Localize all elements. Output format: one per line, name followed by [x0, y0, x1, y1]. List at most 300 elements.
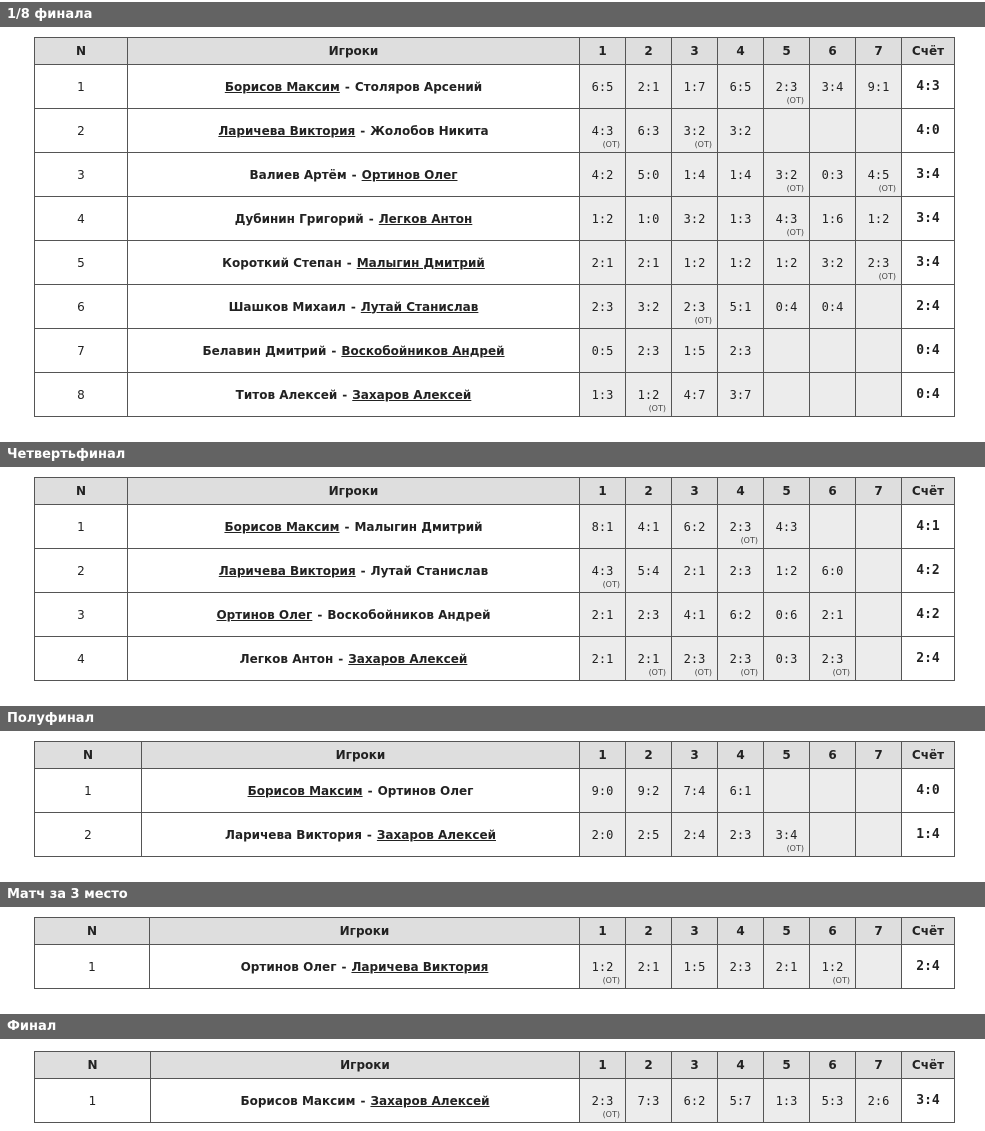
match-players [128, 373, 580, 417]
match-number: 1 [35, 945, 150, 989]
match-total: 4:2 [902, 593, 955, 637]
player-link[interactable]: Ларичева Виктория [351, 959, 489, 974]
game-score-value: 6:5 [591, 79, 614, 94]
game-score-value: 9:0 [591, 783, 614, 798]
overtime-mark: (ОТ) [786, 844, 804, 853]
table-header-row [35, 742, 955, 769]
game-score [856, 153, 902, 197]
match-number: 4 [35, 637, 128, 681]
game-score [810, 373, 856, 417]
table-row [35, 373, 955, 417]
match-total: 4:2 [902, 549, 955, 593]
player-separator: - [360, 1093, 366, 1108]
game-score-value: 6:2 [729, 607, 752, 622]
game-score [672, 197, 718, 241]
game-score-value: 3:2 [683, 211, 706, 226]
game-score-value: 2:1 [591, 607, 614, 622]
column-header-total: Счёт [902, 478, 955, 505]
player-link[interactable]: Легков Антон [378, 211, 473, 226]
column-header-game: 6 [810, 478, 856, 505]
overtime-mark: (ОТ) [648, 404, 666, 413]
game-score-value: 3:2 [683, 123, 706, 138]
game-score [810, 945, 856, 989]
game-score-value: 0:3 [775, 651, 798, 666]
player-name: Лутай Станислав [370, 563, 489, 578]
game-score-value: 4:2 [591, 167, 614, 182]
match-number: 3 [35, 593, 128, 637]
column-header-game: 3 [672, 1052, 718, 1079]
game-score-value: 5:7 [729, 1093, 752, 1108]
game-score [764, 197, 810, 241]
game-score [580, 153, 626, 197]
game-score [764, 1079, 810, 1123]
results-table [34, 917, 955, 989]
game-score [810, 65, 856, 109]
match-total: 4:1 [902, 505, 955, 549]
game-score [856, 65, 902, 109]
match-players [128, 109, 580, 153]
game-score-value: 1:4 [683, 167, 706, 182]
overtime-mark: (ОТ) [694, 140, 712, 149]
game-score [580, 945, 626, 989]
player-name: Воскобойников Андрей [327, 607, 491, 622]
game-score-value: 2:3 [821, 651, 844, 666]
match-players [128, 65, 580, 109]
game-score-value: 4:3 [591, 563, 614, 578]
game-score-value: 1:2 [683, 255, 706, 270]
game-score [810, 329, 856, 373]
match-number: 8 [35, 373, 128, 417]
game-score [672, 241, 718, 285]
table-row [35, 945, 955, 989]
player-link[interactable]: Ларичева Виктория [218, 563, 356, 578]
game-score-value: 1:2 [591, 959, 614, 974]
player-separator: - [341, 959, 347, 974]
match-players [128, 637, 580, 681]
game-score-value: 1:0 [637, 211, 660, 226]
game-score [718, 593, 764, 637]
player-link[interactable]: Воскобойников Андрей [341, 343, 505, 358]
match-total: 2:4 [902, 285, 955, 329]
column-header-n: N [35, 1052, 151, 1079]
game-score [764, 593, 810, 637]
game-score [626, 373, 672, 417]
game-score-value: 4:5 [867, 167, 890, 182]
player-link[interactable]: Борисов Максим [224, 79, 340, 94]
player-name: Малыгин Дмитрий [354, 519, 483, 534]
player-link[interactable]: Захаров Алексей [376, 827, 496, 842]
player-link[interactable]: Ортинов Олег [361, 167, 458, 182]
table-row [35, 285, 955, 329]
player-link[interactable]: Борисов Максим [224, 519, 340, 534]
match-number: 2 [35, 549, 128, 593]
game-score [810, 197, 856, 241]
player-name: Шашков Михаил [228, 299, 346, 314]
column-header-game: 5 [764, 478, 810, 505]
game-score [718, 65, 764, 109]
column-header-total: Счёт [902, 918, 955, 945]
game-score [580, 813, 626, 857]
game-score-value: 2:1 [637, 79, 660, 94]
results-table [34, 477, 955, 681]
column-header-game: 2 [626, 38, 672, 65]
player-name: Титов Алексей [235, 387, 338, 402]
game-score [810, 637, 856, 681]
game-score [626, 241, 672, 285]
game-score [856, 329, 902, 373]
column-header-total: Счёт [902, 38, 955, 65]
game-score [626, 593, 672, 637]
game-score [580, 637, 626, 681]
match-players [128, 197, 580, 241]
player-name: Ортинов Олег [377, 783, 474, 798]
column-header-n: N [35, 742, 142, 769]
table-row [35, 549, 955, 593]
game-score-value: 2:1 [637, 959, 660, 974]
player-link[interactable]: Ларичева Виктория [218, 123, 356, 138]
match-players [128, 549, 580, 593]
player-link[interactable]: Захаров Алексей [370, 1093, 490, 1108]
column-header-n: N [35, 38, 128, 65]
game-score-value: 2:0 [591, 827, 614, 842]
match-number: 1 [35, 769, 142, 813]
game-score-value: 1:2 [637, 387, 660, 402]
game-score [626, 813, 672, 857]
game-score [810, 153, 856, 197]
results-table [34, 1051, 955, 1123]
game-score-value: 1:7 [683, 79, 706, 94]
game-score-value: 8:1 [591, 519, 614, 534]
game-score [764, 813, 810, 857]
player-separator: - [351, 167, 357, 182]
game-score [626, 109, 672, 153]
column-header-game: 2 [626, 1052, 672, 1079]
game-score-value: 5:1 [729, 299, 752, 314]
game-score [672, 373, 718, 417]
game-score-value: 7:4 [683, 783, 706, 798]
player-separator: - [366, 827, 372, 842]
game-score [856, 373, 902, 417]
game-score [626, 153, 672, 197]
table-row [35, 505, 955, 549]
game-score [810, 549, 856, 593]
game-score [672, 329, 718, 373]
column-header-game: 1 [580, 918, 626, 945]
column-header-game: 1 [580, 38, 626, 65]
overtime-mark: (ОТ) [832, 668, 850, 677]
game-score [764, 637, 810, 681]
game-score [856, 769, 902, 813]
game-score [626, 1079, 672, 1123]
game-score [718, 285, 764, 329]
game-score [718, 373, 764, 417]
game-score [672, 769, 718, 813]
game-score [856, 241, 902, 285]
game-score [626, 329, 672, 373]
player-separator: - [338, 651, 344, 666]
game-score [810, 1079, 856, 1123]
match-total: 1:4 [902, 813, 955, 857]
column-header-game: 3 [672, 478, 718, 505]
game-score [672, 637, 718, 681]
game-score [718, 505, 764, 549]
game-score-value: 1:2 [867, 211, 890, 226]
game-score-value: 2:3 [729, 519, 752, 534]
match-players [128, 505, 580, 549]
game-score [626, 505, 672, 549]
game-score [810, 285, 856, 329]
game-score-value: 2:1 [591, 651, 614, 666]
game-score-value: 0:4 [775, 299, 798, 314]
column-header-game: 2 [626, 742, 672, 769]
game-score-value: 2:1 [591, 255, 614, 270]
game-score [626, 945, 672, 989]
player-separator: - [344, 519, 350, 534]
column-header-game: 1 [580, 478, 626, 505]
game-score [718, 769, 764, 813]
game-score [764, 285, 810, 329]
game-score-value: 2:3 [591, 299, 614, 314]
player-link[interactable]: Малыгин Дмитрий [356, 255, 485, 270]
match-number: 3 [35, 153, 128, 197]
game-score-value: 2:3 [683, 299, 706, 314]
game-score-value: 1:2 [775, 563, 798, 578]
player-link[interactable]: Борисов Максим [247, 783, 363, 798]
match-players [142, 769, 580, 813]
game-score-value: 3:4 [821, 79, 844, 94]
game-score [580, 109, 626, 153]
game-score [718, 549, 764, 593]
game-score-value: 2:3 [637, 343, 660, 358]
game-score [856, 197, 902, 241]
player-link[interactable]: Захаров Алексей [348, 651, 468, 666]
game-score [672, 945, 718, 989]
table-row [35, 241, 955, 285]
column-header-n: N [35, 478, 128, 505]
game-score-value: 2:3 [775, 79, 798, 94]
player-name: Ортинов Олег [240, 959, 337, 974]
player-separator: - [360, 123, 366, 138]
match-number: 5 [35, 241, 128, 285]
player-name: Белавин Дмитрий [202, 343, 327, 358]
match-number: 1 [35, 1079, 151, 1123]
column-header-game: 6 [810, 1052, 856, 1079]
overtime-mark: (ОТ) [602, 1110, 620, 1119]
game-score [764, 153, 810, 197]
match-total: 0:4 [902, 329, 955, 373]
game-score [718, 813, 764, 857]
match-number: 1 [35, 65, 128, 109]
game-score [580, 593, 626, 637]
column-header-game: 4 [718, 38, 764, 65]
game-score [626, 65, 672, 109]
player-separator: - [367, 783, 373, 798]
game-score [580, 65, 626, 109]
match-players [128, 329, 580, 373]
game-score-value: 1:2 [729, 255, 752, 270]
match-number: 1 [35, 505, 128, 549]
column-header-total: Счёт [902, 1052, 955, 1079]
match-number: 7 [35, 329, 128, 373]
game-score-value: 6:2 [683, 1093, 706, 1108]
game-score-value: 1:2 [775, 255, 798, 270]
game-score [672, 285, 718, 329]
table-row [35, 593, 955, 637]
game-score-value: 7:3 [637, 1093, 660, 1108]
overtime-mark: (ОТ) [602, 976, 620, 985]
game-score-value: 4:1 [637, 519, 660, 534]
game-score-value: 2:1 [821, 607, 844, 622]
table-header-row [35, 918, 955, 945]
game-score [718, 329, 764, 373]
match-players [128, 241, 580, 285]
game-score-value: 1:3 [591, 387, 614, 402]
overtime-mark: (ОТ) [602, 140, 620, 149]
game-score [580, 505, 626, 549]
overtime-mark: (ОТ) [878, 272, 896, 281]
match-total: 3:4 [902, 1079, 955, 1123]
game-score-value: 2:3 [637, 607, 660, 622]
column-header-game: 5 [764, 918, 810, 945]
game-score [580, 1079, 626, 1123]
game-score-value: 2:5 [637, 827, 660, 842]
game-score-value: 2:3 [867, 255, 890, 270]
column-header-game: 5 [764, 1052, 810, 1079]
game-score [856, 1079, 902, 1123]
game-score [764, 109, 810, 153]
column-header-game: 7 [856, 742, 902, 769]
game-score [856, 637, 902, 681]
table-header-row [35, 38, 955, 65]
column-header-game: 2 [626, 478, 672, 505]
game-score-value: 3:7 [729, 387, 752, 402]
game-score [764, 329, 810, 373]
table-row [35, 197, 955, 241]
game-score-value: 9:2 [637, 783, 660, 798]
column-header-total: Счёт [902, 742, 955, 769]
column-header-game: 6 [810, 38, 856, 65]
game-score [856, 813, 902, 857]
game-score [764, 769, 810, 813]
column-header-game: 2 [626, 918, 672, 945]
game-score [580, 329, 626, 373]
player-name: Жолобов Никита [370, 123, 489, 138]
game-score-value: 1:2 [821, 959, 844, 974]
game-score [718, 109, 764, 153]
game-score [626, 769, 672, 813]
player-link[interactable]: Лутай Станислав [360, 299, 479, 314]
column-header-game: 7 [856, 478, 902, 505]
overtime-mark: (ОТ) [740, 668, 758, 677]
column-header-players: Игроки [128, 38, 580, 65]
table-header-row [35, 1052, 955, 1079]
column-header-game: 6 [810, 742, 856, 769]
player-separator: - [342, 387, 348, 402]
table-header-row [35, 478, 955, 505]
column-header-players: Игроки [151, 1052, 580, 1079]
game-score-value: 2:3 [729, 827, 752, 842]
game-score-value: 3:2 [729, 123, 752, 138]
match-total: 4:0 [902, 769, 955, 813]
table-row [35, 637, 955, 681]
match-total: 2:4 [902, 945, 955, 989]
game-score-value: 1:5 [683, 959, 706, 974]
game-score-value: 0:4 [821, 299, 844, 314]
match-number: 4 [35, 197, 128, 241]
game-score-value: 1:2 [591, 211, 614, 226]
game-score [856, 109, 902, 153]
player-link[interactable]: Ортинов Олег [216, 607, 313, 622]
column-header-game: 1 [580, 742, 626, 769]
column-header-game: 7 [856, 918, 902, 945]
player-name: Дубинин Григорий [234, 211, 364, 226]
game-score-value: 2:3 [683, 651, 706, 666]
player-link[interactable]: Захаров Алексей [352, 387, 472, 402]
game-score-value: 6:1 [729, 783, 752, 798]
column-header-game: 4 [718, 1052, 764, 1079]
game-score-value: 2:6 [867, 1093, 890, 1108]
overtime-mark: (ОТ) [786, 96, 804, 105]
game-score [718, 637, 764, 681]
game-score-value: 3:2 [775, 167, 798, 182]
column-header-game: 4 [718, 918, 764, 945]
game-score [810, 109, 856, 153]
player-separator: - [368, 211, 374, 226]
game-score-value: 2:1 [683, 563, 706, 578]
match-players [142, 813, 580, 857]
game-score [810, 505, 856, 549]
game-score [672, 109, 718, 153]
section-title: Четвертьфинал [0, 442, 985, 467]
match-total: 4:0 [902, 109, 955, 153]
player-name: Легков Антон [239, 651, 334, 666]
game-score-value: 1:3 [775, 1093, 798, 1108]
game-score [626, 285, 672, 329]
game-score [810, 813, 856, 857]
match-total: 3:4 [902, 197, 955, 241]
game-score [764, 65, 810, 109]
game-score-value: 2:3 [729, 959, 752, 974]
game-score [856, 593, 902, 637]
game-score [810, 593, 856, 637]
game-score-value: 4:3 [775, 519, 798, 534]
overtime-mark: (ОТ) [694, 668, 712, 677]
game-score-value: 5:4 [637, 563, 660, 578]
game-score [672, 1079, 718, 1123]
overtime-mark: (ОТ) [740, 536, 758, 545]
game-score-value: 2:1 [637, 255, 660, 270]
overtime-mark: (ОТ) [602, 580, 620, 589]
game-score [580, 285, 626, 329]
game-score-value: 4:7 [683, 387, 706, 402]
player-separator: - [350, 299, 356, 314]
column-header-game: 6 [810, 918, 856, 945]
player-name: Ларичева Виктория [225, 827, 362, 842]
game-score-value: 0:3 [821, 167, 844, 182]
game-score [626, 197, 672, 241]
section-title: Матч за 3 место [0, 882, 985, 907]
game-score [672, 813, 718, 857]
player-separator: - [360, 563, 366, 578]
game-score-value: 0:5 [591, 343, 614, 358]
game-score-value: 6:2 [683, 519, 706, 534]
column-header-game: 5 [764, 742, 810, 769]
player-name: Столяров Арсений [354, 79, 483, 94]
player-name: Борисов Максим [240, 1093, 356, 1108]
game-score [580, 373, 626, 417]
game-score [626, 549, 672, 593]
game-score [856, 505, 902, 549]
